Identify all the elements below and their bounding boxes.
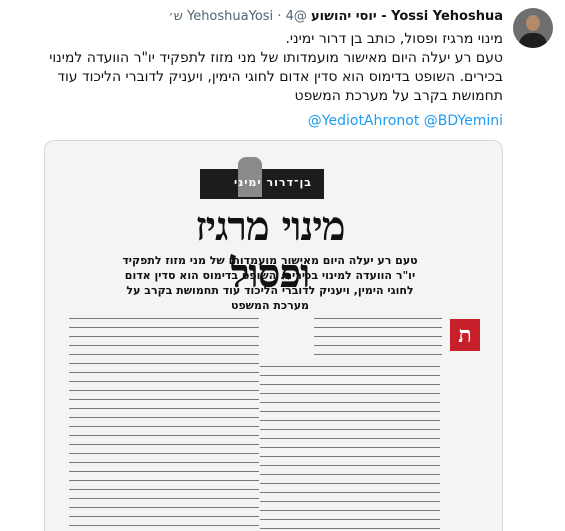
article-column-text xyxy=(260,361,440,531)
article-masthead xyxy=(200,169,324,199)
handle[interactable]: @YehoshuaYosi xyxy=(186,9,307,24)
mention-bdyemini[interactable]: @BDYemini xyxy=(423,113,503,129)
article-column-text xyxy=(69,313,259,531)
tweet-line-1: מינוי מרגיז ופסול, כותב בן דרור ימיני. xyxy=(285,31,503,47)
tweet-text xyxy=(8,30,503,106)
display-name[interactable]: Yossi Yehoshua - יוסי יהושוע xyxy=(311,9,503,24)
timestamp-value: 4 ש׳ xyxy=(168,9,294,24)
masthead-text: בן־דרור ימיני xyxy=(233,176,312,189)
article-headline: מינוי מרגיז ופסול xyxy=(195,203,345,297)
mentions xyxy=(308,113,503,129)
tweet-header xyxy=(168,9,503,24)
avatar-body xyxy=(519,33,547,48)
mention-yediotahronot[interactable]: @YediotAhronot xyxy=(307,113,420,129)
avatar-head xyxy=(526,15,540,31)
tweet-line-2: טעם רע יעלה היום מאישור מועמדותו של מני מזוז לתפקיד יו"ר הוועדה למינוי בכירים. השופט בדימוס הוא סדין אדום לחוגי הימין, ויעניק לדוברי הליכוד עוד תחמושת בקרב על מערכת המשפט xyxy=(49,50,503,104)
article-image[interactable] xyxy=(44,140,503,531)
timestamp[interactable]: · 4 ש׳ xyxy=(168,9,294,24)
newspaper-logo: ת xyxy=(450,319,480,351)
article-subhead: טעם רע יעלה היום מאישור מועמדותו של מני מזוז לתפקיד יו"ר הוועדה למינוי בכירים. השופט בדימוס הוא סדין אדום לחוגי הימין, ויעניק לדוברי הליכוד עוד תחמושת בקרב על מערכת המשפט xyxy=(122,254,418,312)
article-column-text xyxy=(314,313,442,357)
avatar[interactable] xyxy=(513,8,553,48)
